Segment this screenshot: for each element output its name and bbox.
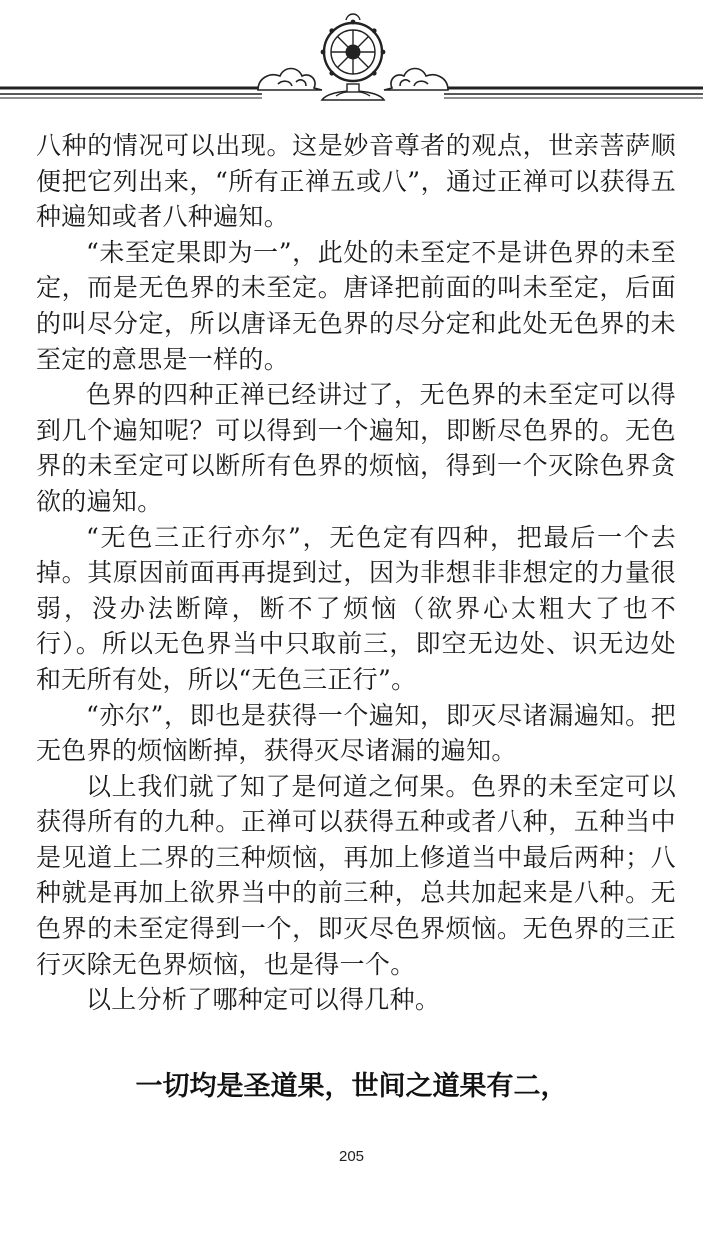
cloud-left-icon [258,69,322,91]
cloud-right-icon [384,69,448,91]
paragraph: 色界的四种正禅已经讲过了，无色界的未至定可以得到几个遍知呢？可以得到一个遍知，即断尽色界的。无色界的未至定可以断所有色界的烦恼，得到一个灭除色界贪欲的遍知。 [36,380,676,516]
paragraph: “无色三正行亦尔”，无色定有四种，把最后一个去掉。其原因前面再再提到过，因为非想非非想定的力量很弱，没办法断障，断不了烦恼（欲界心太粗大了也不行）。所以无色界当中只取前三，即空无边处、识无边处和无所有处，所以“无色三正行”。 [36,522,676,694]
page-header [0,0,703,110]
header-ornament [0,0,703,110]
paragraph: 以上我们就了知了是何道之何果。色界的未至定可以获得所有的九种。正禅可以获得五种或者八种，五种当中是见道上二界的三种烦恼，再加上修道当中最后两种；八种就是再加上欲界当中的前三种，总共加起来是八种。无色界的未至定得到一个，即灭尽色界烦恼。无色界的三正行灭除无色界烦恼，也是得一个。 [36,771,676,979]
paragraph: 八种的情况可以出现。这是妙音尊者的观点，世亲菩萨顺便把它列出来，“所有正禅五或八”，通过正禅可以获得五种遍知或者八种遍知。 [36,131,676,232]
dharma-wheel-icon [321,14,386,100]
paragraph: “亦尔”，即也是获得一个遍知，即灭尽诸漏遍知。把无色界的烦恼断掉，获得灭尽诸漏的遍知。 [36,700,676,766]
paragraph: 以上分析了哪种定可以得几种。 [86,985,441,1015]
verse-line: 一切均是圣道果，世间之道果有二， [135,1071,568,1102]
body-text [36,128,676,1018]
page-number: 205 [338,1148,365,1165]
paragraph: “未至定果即为一”，此处的未至定不是讲色界的未至定，而是无色界的未至定。唐译把前面的叫未至定，后面的叫尽分定，所以唐译无色界的尽分定和此处无色界的未至定的意思是一样的。 [36,237,676,374]
